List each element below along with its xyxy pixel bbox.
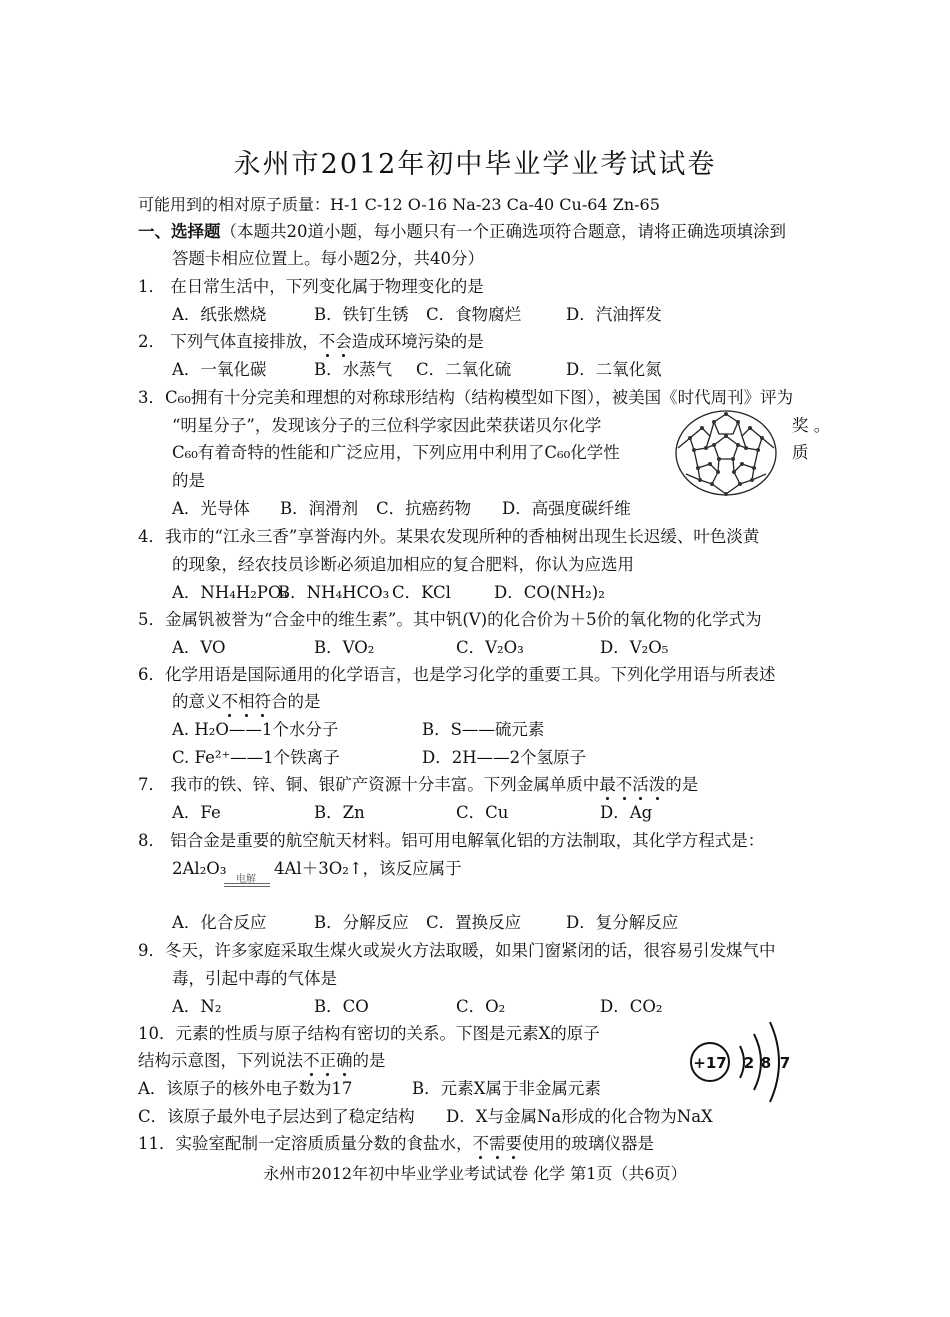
shell-electrons-2: 8 <box>760 1054 772 1072</box>
q1-option-d: D．汽油挥发 <box>566 305 662 324</box>
q3-line3: C₆₀有着奇特的性能和广泛应用，下列应用中利用了C₆₀化学性 <box>172 443 620 462</box>
emphasized-char: 会 <box>335 332 352 351</box>
q4-option-b: B．NH₄HCO₃ <box>278 583 390 602</box>
q10-option-c: C．该原子最外电子层达到了稳定结构 <box>138 1107 415 1126</box>
q8-eq-bar-bottom <box>224 886 270 887</box>
emphasized-char: 不 <box>318 332 336 351</box>
q5-option-d: D．V₂O₅ <box>600 638 669 657</box>
q2-option-c: C．二氧化硫 <box>416 360 512 379</box>
q8-eq-left: 2Al₂O₃ <box>172 859 227 878</box>
q2-stem <box>138 332 484 352</box>
q11-stem-pre: 11．实验室配制一定溶质质量分数的食盐水， <box>138 1134 473 1153</box>
emphasized-char: 需 <box>489 1134 506 1153</box>
q4-line1: 4．我市的“江永三香”享誉海内外。某果农发现所种的香柚树出现生长迟缓、叶色淡黄 <box>138 527 760 546</box>
q3-option-c: C．抗癌药物 <box>376 499 472 518</box>
q10-line2-post: 的是 <box>352 1051 386 1070</box>
q7-stem-pre: 7． 我市的铁、锌、铜、银矿产资源十分丰富。下列金属单质中 <box>138 775 600 794</box>
shell-electrons-1: 2 <box>743 1054 755 1072</box>
emphasized-char: 不 <box>221 692 238 711</box>
section-intro-line2: 答题卡相应位置上。每小题2分，共40分） <box>172 249 484 268</box>
q6-option-c: C. Fe²⁺——1个铁离子 <box>172 748 340 767</box>
q4-option-d: D．CO(NH₂)₂ <box>494 583 605 602</box>
q3-line2-end: 奖 。 <box>792 416 831 435</box>
emphasized-char: 泼 <box>648 775 666 794</box>
q2-option-b: B．水蒸气 <box>314 360 393 379</box>
q10-line2-emphasis <box>303 1051 353 1070</box>
q1-option-b: B．铁钉生锈 <box>314 305 409 324</box>
q6-line1: 6．化学用语是国际通用的化学语言，也是学习化学的重要工具。下列化学用语与所表述 <box>138 665 776 684</box>
emphasized-char: 确 <box>336 1051 353 1070</box>
q8-option-c: C．置换反应 <box>426 913 522 932</box>
q6-option-d: D．2H——2个氢原子 <box>422 748 587 767</box>
q7-option-a: A．Fe <box>172 803 221 822</box>
q3-option-b: B．润滑剂 <box>280 499 359 518</box>
emphasized-char: 不 <box>472 1134 489 1153</box>
c60-molecule-image <box>670 408 782 498</box>
q5-stem: 5．金属钒被誉为“合金中的维生素”。其中钒(V)的化合价为＋5价的氧化物的化学式为 <box>138 610 762 629</box>
q4-option-c: C．KCl <box>392 583 451 602</box>
q7-option-c: C．Cu <box>456 803 509 822</box>
q8-option-b: B．分解反应 <box>314 913 409 932</box>
q5-option-a: A．VO <box>172 638 226 657</box>
q8-stem: 8． 铝合金是重要的航空航天材料。铝可用电解氧化铝的方法制取，其化学方程式是： <box>138 831 765 850</box>
q10-option-a: A．该原子的核外电子数为17 <box>138 1079 353 1098</box>
q2-stem-post: 造成环境污染的是 <box>351 332 484 351</box>
q7-option-d: D．Ag <box>600 803 653 822</box>
q11-stem <box>138 1134 654 1154</box>
q3-line1: 3．C₆₀拥有十分完美和理想的对称球形结构（结构模型如下图），被美国《时代周刊》评为 <box>138 388 794 407</box>
q1-option-a: A．纸张燃烧 <box>172 305 267 324</box>
q3-line3-end: 质 <box>792 443 809 462</box>
emphasized-char: 活 <box>632 775 649 794</box>
emphasized-char: 要 <box>505 1134 522 1153</box>
q2-stem-pre: 2． 下列气体直接排放， <box>138 332 319 351</box>
section-heading: 一、选择题 <box>138 222 221 241</box>
q9-option-c: C．O₂ <box>456 997 506 1016</box>
q10-line2-pre: 结构示意图，下列说法 <box>138 1051 303 1070</box>
q7-stem <box>138 775 698 795</box>
q4-option-a: A．NH₄H₂PO₄ <box>172 583 289 602</box>
exam-title: 永州市2012年初中毕业学业考试试卷 <box>233 149 717 180</box>
q10-option-d: D．X与金属Na形成的化合物为NaX <box>446 1107 713 1126</box>
q5-option-b: B．VO₂ <box>314 638 375 657</box>
q5-option-c: C．V₂O₃ <box>456 638 524 657</box>
q6-line2-emphasis <box>222 692 272 711</box>
emphasized-char: 不 <box>303 1051 320 1070</box>
q6-option-a: A. H₂O——1个水分子 <box>172 720 339 739</box>
q2-option-a: A．一氧化碳 <box>172 360 267 379</box>
q6-option-b: B．S——硫元素 <box>422 720 545 739</box>
q9-line2: 毒，引起中毒的气体是 <box>172 969 337 988</box>
shell-electrons-3: 7 <box>779 1054 791 1072</box>
q11-stem-post: 使用的玻璃仪器是 <box>522 1134 654 1153</box>
q1-option-c: C．食物腐烂 <box>426 305 522 324</box>
emphasized-char: 不 <box>615 775 633 794</box>
q7-stem-emphasis <box>599 775 665 794</box>
emphasized-char: 符 <box>254 692 271 711</box>
q9-option-a: A．N₂ <box>172 997 222 1016</box>
q9-option-d: D．CO₂ <box>600 997 663 1016</box>
q2-option-d: D．二氧化氮 <box>566 360 662 379</box>
emphasized-char: 最 <box>599 775 616 794</box>
q8-option-d: D．复分解反应 <box>566 913 679 932</box>
q7-option-b: B．Zn <box>314 803 365 822</box>
q10-line2 <box>138 1051 386 1071</box>
q6-line2 <box>172 692 321 712</box>
section-intro-line1: （本题共20道小题，每小题只有一个正确选项符合题意，请将正确选项填涂到 <box>220 222 786 241</box>
q7-stem-post: 的是 <box>665 775 699 794</box>
nucleus-label: +17 <box>693 1054 727 1072</box>
q8-option-a: A．化合反应 <box>172 913 267 932</box>
q3-line4: 的是 <box>172 471 205 490</box>
section-intro <box>138 222 786 242</box>
atom-structure-diagram <box>686 1016 796 1106</box>
q9-option-b: B．CO <box>314 997 369 1016</box>
q4-line2: 的现象，经农技员诊断必须追加相应的复合肥料，你认为应选用 <box>172 555 634 574</box>
q10-option-b: B．元素X属于非金属元素 <box>412 1079 601 1098</box>
shell-arc-3 <box>770 1022 779 1102</box>
emphasized-char: 相 <box>238 692 255 711</box>
q3-option-a: A．光导体 <box>172 499 250 518</box>
q6-line2-post: 合的是 <box>271 692 321 711</box>
q11-stem-emphasis <box>473 1134 523 1153</box>
emphasized-char: 正 <box>319 1051 336 1070</box>
q2-stem-emphasis <box>319 332 352 351</box>
atomic-mass-line: 可能用到的相对原子质量：H-1 C-12 O-16 Na-23 Ca-40 Cu-64 Zn-65 <box>138 195 660 214</box>
q9-line1: 9．冬天，许多家庭采取生煤火或炭火方法取暖，如果门窗紧闭的话，很容易引发煤气中 <box>138 941 776 960</box>
q8-eq-condition: 电解 <box>236 874 256 885</box>
page-footer: 永州市2012年初中毕业学业考试试卷 化学 第1页（共6页） <box>263 1164 687 1183</box>
q3-line2: “明星分子”，发现该分子的三位科学家因此荣获诺贝尔化学 <box>172 416 602 435</box>
q8-eq-right: 4Al＋3O₂↑，该反应属于 <box>274 859 462 878</box>
q10-line1: 10．元素的性质与原子结构有密切的关系。下图是元素X的原子 <box>138 1024 600 1043</box>
q6-line2-pre: 的意义 <box>172 692 222 711</box>
q8-eq-bar-top <box>224 883 270 884</box>
q3-option-d: D．高强度碳纤维 <box>502 499 631 518</box>
q1-stem: 1． 在日常生活中，下列变化属于物理变化的是 <box>138 277 484 296</box>
